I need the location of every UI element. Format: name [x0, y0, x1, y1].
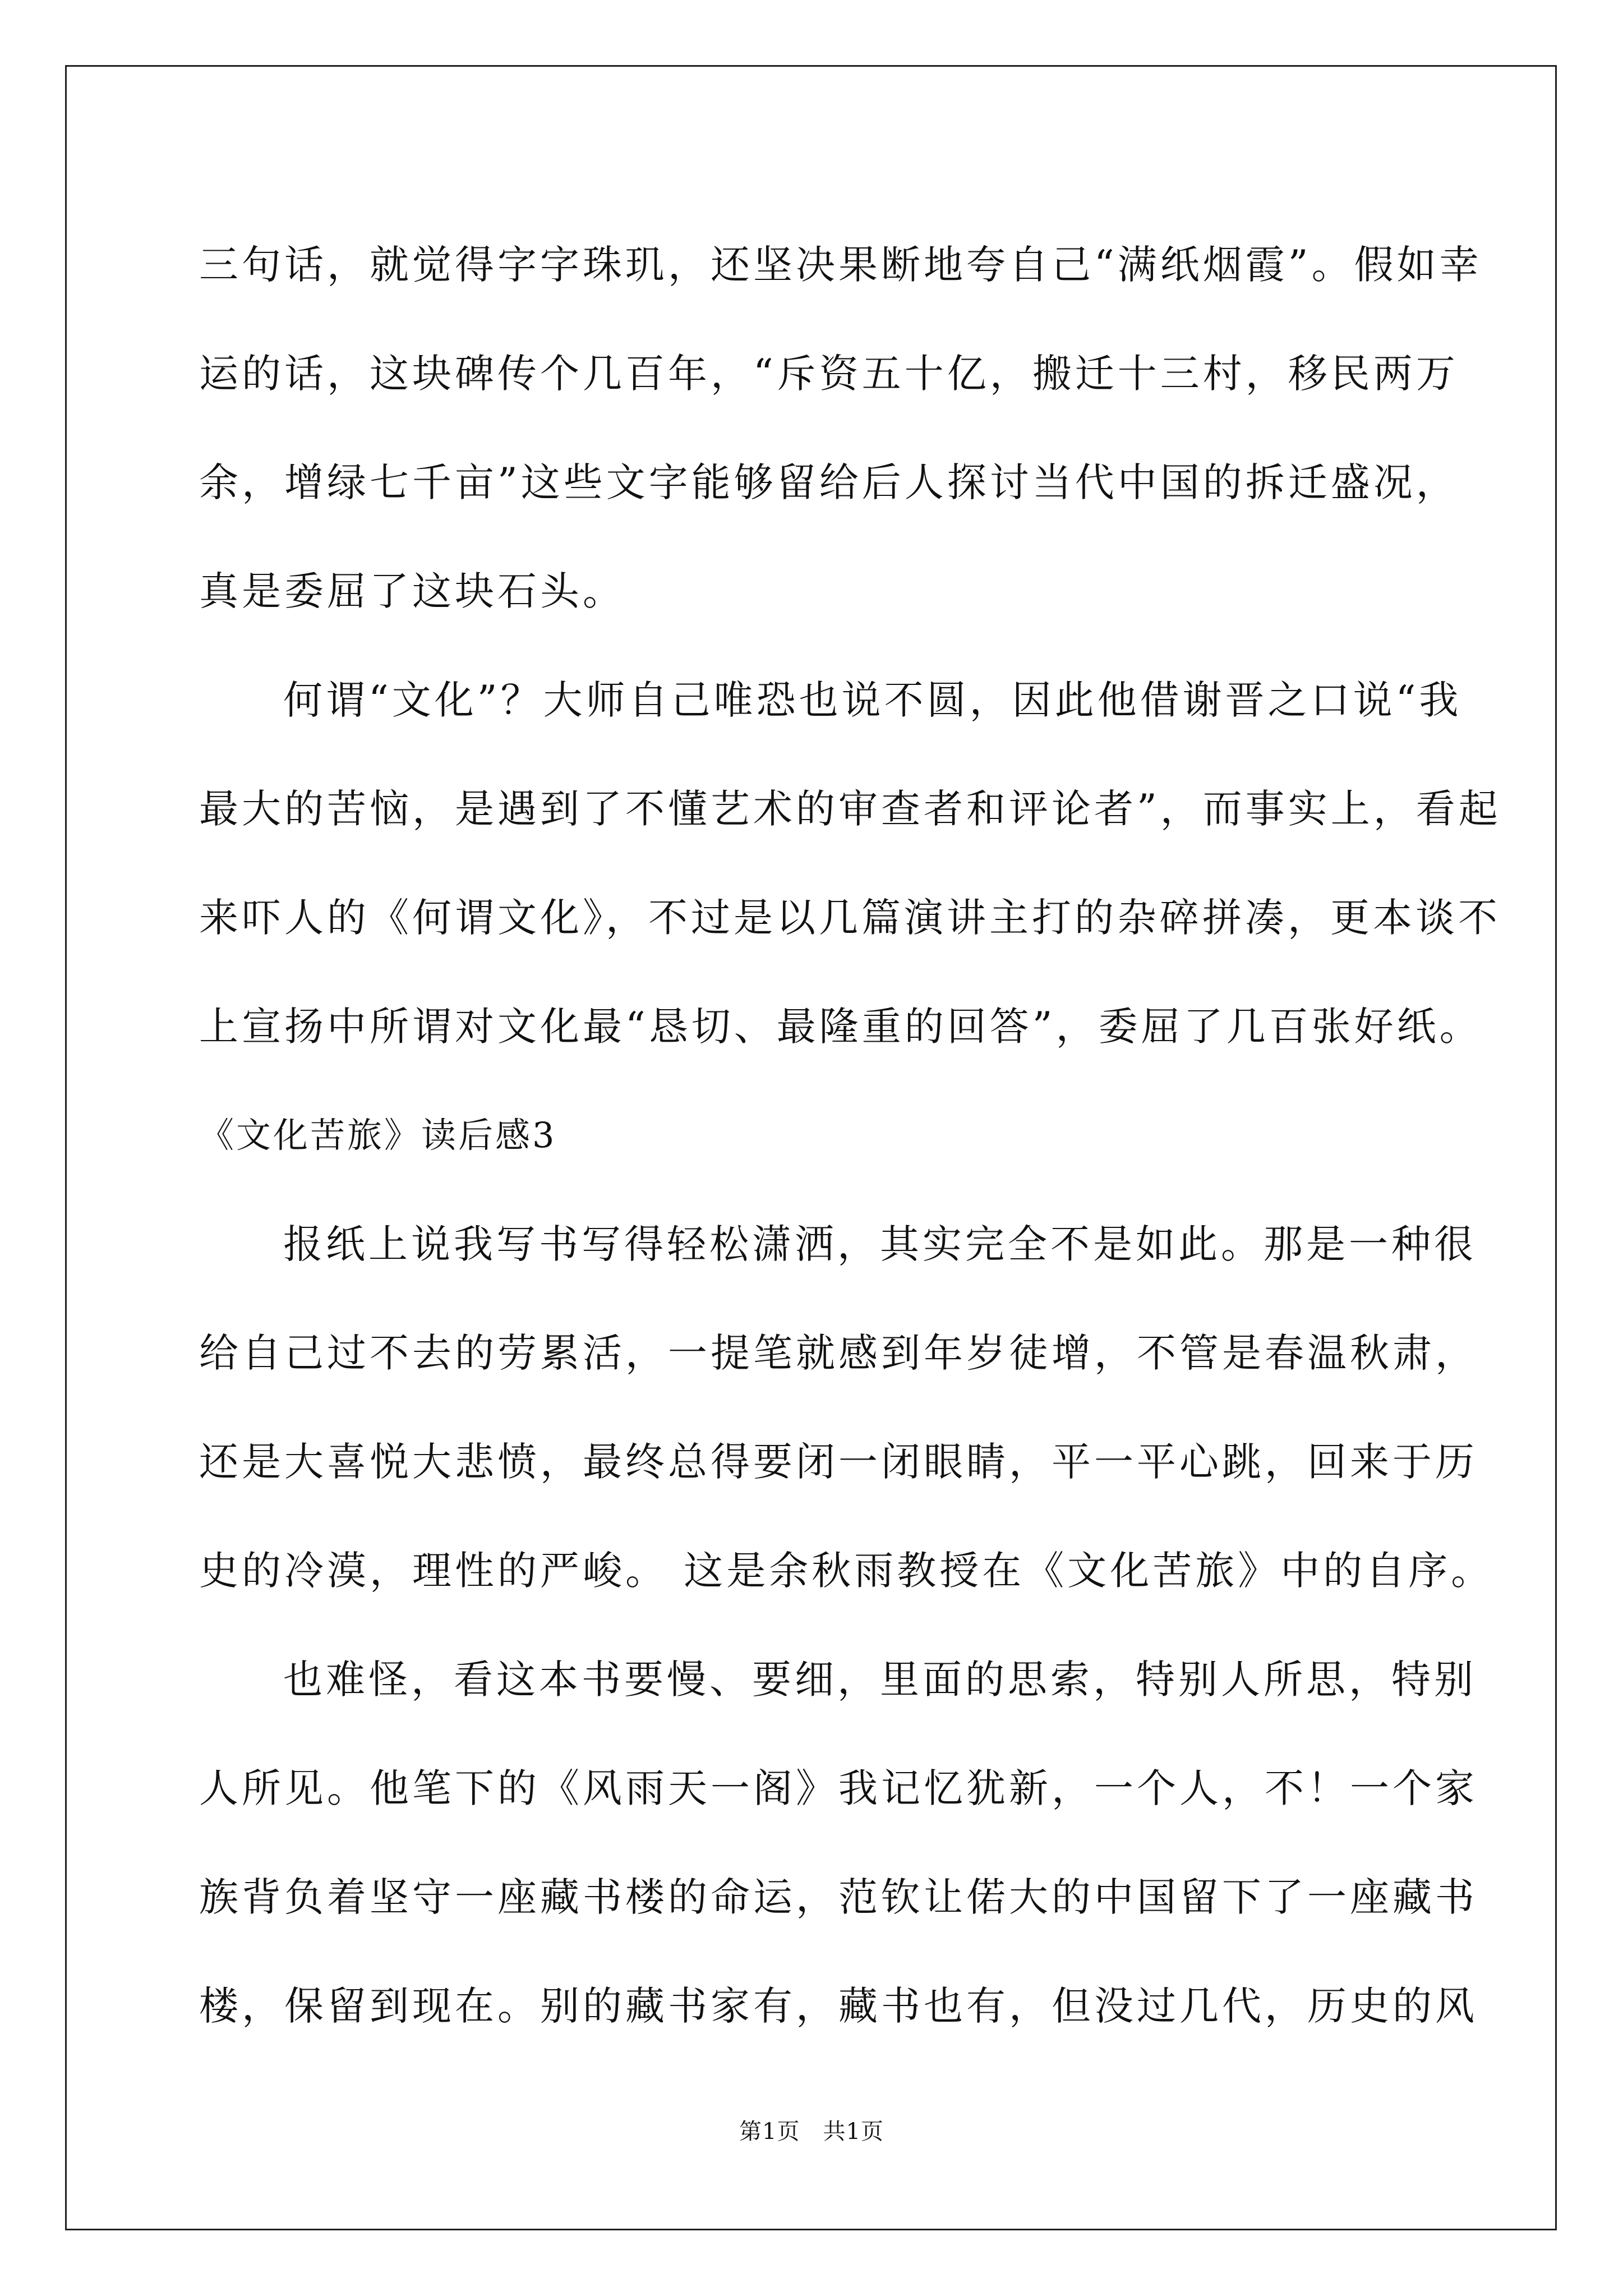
paragraph-start-line: 也难怪，看这本书要慢、要细，里面的思索，特别人所思，特别 — [283, 1657, 1477, 1703]
text-line: 最大的苦恼，是遇到了不懂艺术的审查者和评论者”，而事实上，看起 — [199, 786, 1501, 832]
text-line: 给自己过不去的劳累活，一提笔就感到年岁徒增，不管是春温秋肃， — [199, 1330, 1478, 1376]
paragraph-start-line: 何谓“文化”？大师自己唯恐也说不圆，因此他借谢晋之口说“我 — [283, 677, 1462, 723]
text-line: 真是委屈了这块石头。 — [199, 568, 625, 614]
text-line: 还是大喜悦大悲愤，最终总得要闭一闭眼睛，平一平心跳，回来于历 — [199, 1439, 1478, 1485]
document-body — [199, 210, 1501, 2060]
paragraph-start-line: 报纸上说我写书写得轻松潇洒，其实完全不是如此。那是一种很 — [283, 1221, 1477, 1267]
page-footer: 第1页 共1页 — [739, 2119, 884, 2145]
text-line: 族背负着坚守一座藏书楼的命运，范钦让偌大的中国留下了一座藏书 — [199, 1874, 1478, 1920]
text-line: 来吓人的《何谓文化》，不过是以几篇演讲主打的杂碎拼凑，更本谈不 — [199, 895, 1501, 941]
text-line: 三句话，就觉得字字珠玑，还坚决果断地夸自己“满纸烟霞”。假如幸 — [199, 242, 1482, 288]
section-heading: 《文化苦旅》读后感3 — [199, 1115, 557, 1156]
text-line: 史的冷漠，理性的严峻。 这是余秋雨教授在《文化苦旅》中的自序。 — [199, 1548, 1494, 1594]
text-line: 余，增绿七千亩”这些文字能够留给后人探讨当代中国的拆迁盛况， — [199, 459, 1459, 505]
text-line: 人所见。他笔下的《风雨天一阁》我记忆犹新，一个人，不！一个家 — [199, 1765, 1478, 1811]
text-line: 楼，保留到现在。别的藏书家有，藏书也有，但没过几代，历史的风 — [199, 1983, 1478, 2029]
text-line: 运的话，这块碑传个几百年，“斥资五十亿，搬迁十三村，移民两万 — [199, 351, 1459, 397]
text-line: 上宣扬中所谓对文化最“恳切、最隆重的回答”，委屈了几百张好纸。 — [199, 1004, 1482, 1050]
